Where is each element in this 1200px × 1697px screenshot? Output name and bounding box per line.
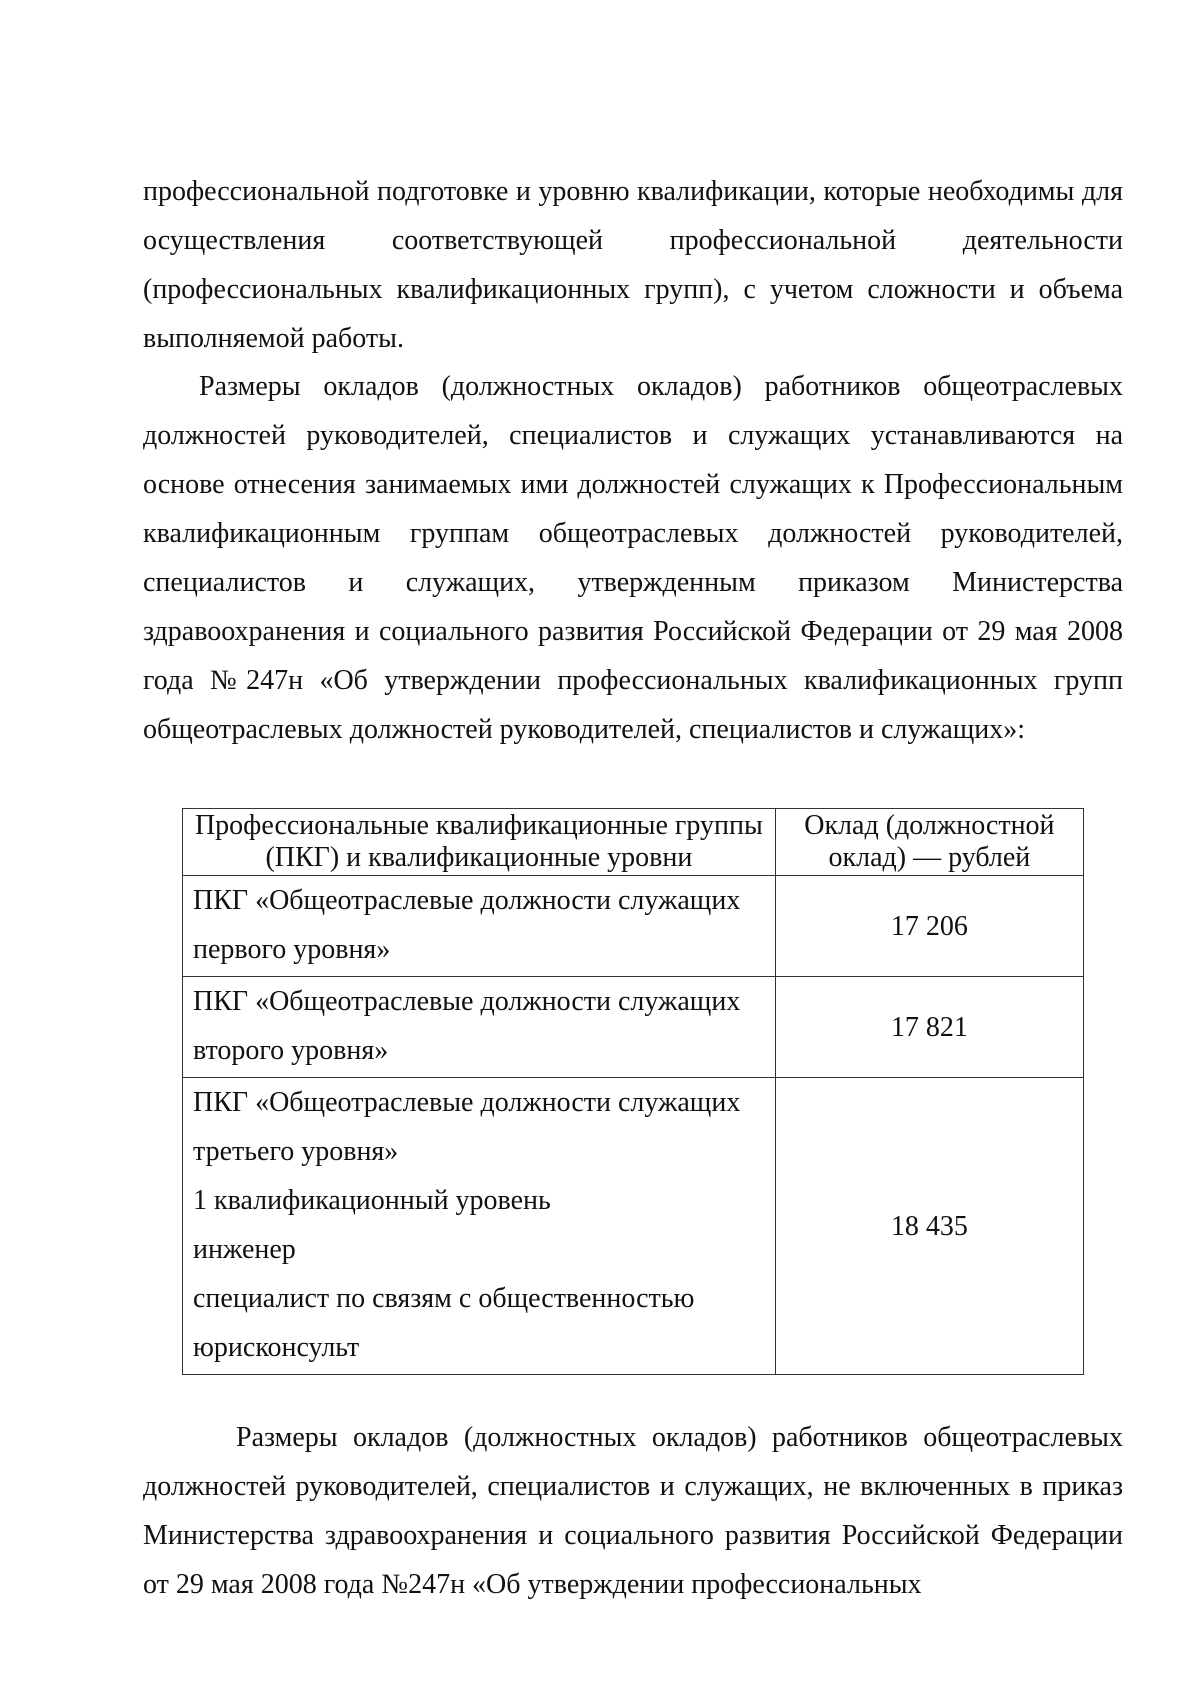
salary-table — [182, 808, 1084, 1375]
table-header-row — [183, 809, 1084, 876]
table-row — [183, 977, 1084, 1078]
salary-cell: 18 435 — [775, 1078, 1083, 1375]
group-line: первого уровня» — [193, 934, 391, 965]
group-line: 1 квалификационный уровень — [193, 1185, 551, 1216]
position-line: юрисконсульт — [193, 1332, 360, 1363]
salary-cell: 17 206 — [775, 876, 1083, 977]
group-cell — [183, 876, 776, 977]
header-salary-cell — [775, 809, 1083, 876]
salary-cell: 17 821 — [775, 977, 1083, 1078]
group-line: ПКГ «Общеотраслевые должности служащих — [193, 885, 741, 916]
group-cell — [183, 1078, 776, 1375]
paragraph-salary-basis: Размеры окладов (должностных окладов) работников общеотраслевых должностей руководителей, специалистов и служащих устанавливаются на основе отнесения занимаемых ими должностей служащих к Профессиональным квалификационным группам общеотраслевых должностей руководителей, специалистов и служащих, утвержденным приказом Министерства здравоохранения и социального развития Российской Федерации от 29 мая 2008 года №247н «Об утверждении профессиональных квалификационных групп общеотраслевых должностей руководителей, специалистов и служащих»: — [143, 371, 1123, 745]
header-group-line-2: (ПКГ) и квалификационные уровни — [265, 842, 693, 873]
table-row — [183, 1078, 1084, 1375]
group-line: ПКГ «Общеотраслевые должности служащих — [193, 986, 741, 1017]
group-line: ПКГ «Общеотраслевые должности служащих — [193, 1087, 741, 1118]
group-line: третьего уровня» — [193, 1136, 399, 1167]
header-group-cell — [183, 809, 776, 876]
group-line: второго уровня» — [193, 1035, 389, 1066]
header-salary-line-2: оклад) — рублей — [828, 842, 1031, 873]
position-line: специалист по связям с общественностью — [193, 1283, 695, 1314]
group-cell — [183, 977, 776, 1078]
header-salary-line-1: Оклад (должностной — [804, 810, 1055, 841]
header-group-line-1: Профессиональные квалификационные группы — [194, 810, 763, 841]
paragraph-qualification-requirements: профессиональной подготовке и уровню квалификации, которые необходимы для осуществления соответствующей профессиональной деятельности (профессиональных квалификационных групп), с учетом сложности и объема выполняемой работы. — [143, 176, 1123, 354]
position-line: инженер — [193, 1234, 296, 1265]
paragraph-salary-not-included: Размеры окладов (должностных окладов) работников общеотраслевых должностей руководителей, специалистов и служащих, не включенных в приказ Министерства здравоохранения и социального развития Российской Федерации от 29 мая 2008 года №247н «Об утверждении профессиональных — [143, 1422, 1123, 1600]
table-row — [183, 876, 1084, 977]
